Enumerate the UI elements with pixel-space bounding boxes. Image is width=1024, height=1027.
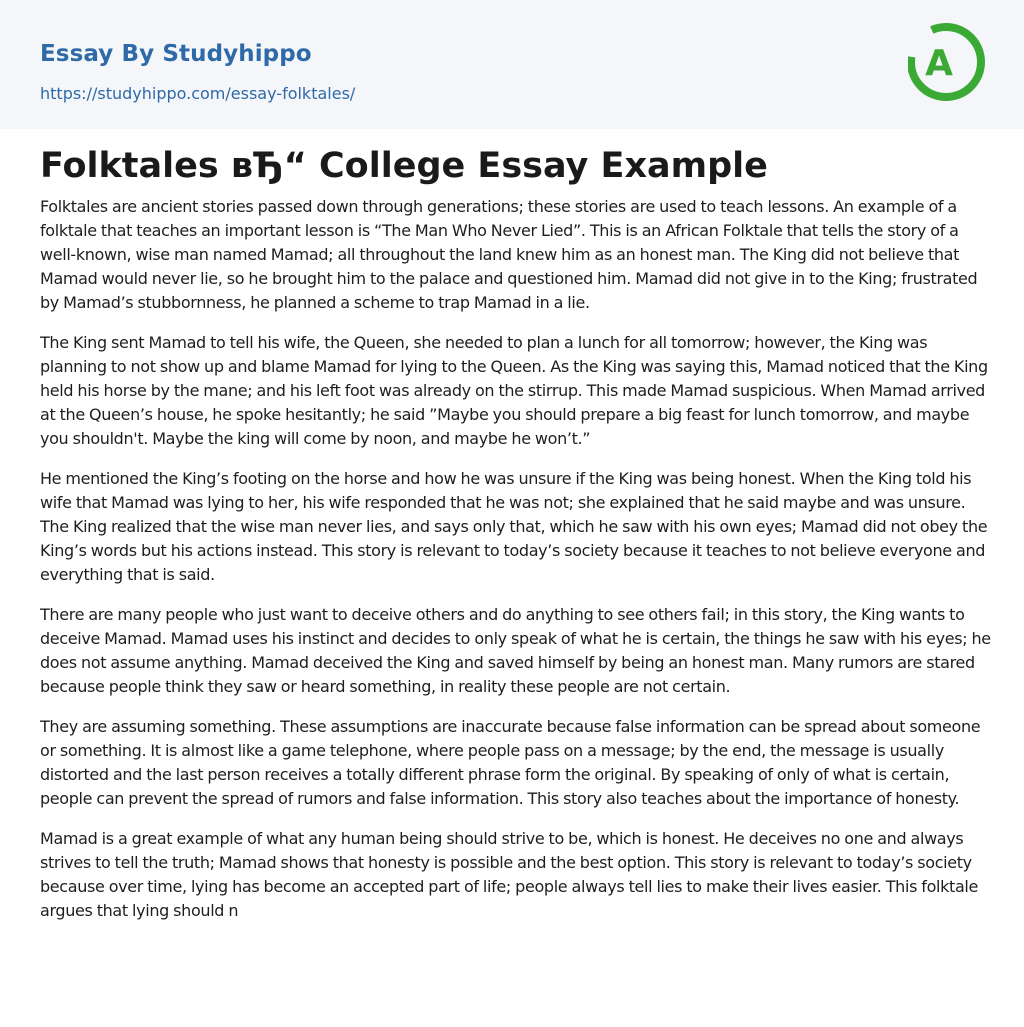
essay-paragraph: Mamad is a great example of what any human being should strive to be, which is honest. He deceives no one and always strives to tell the truth; Mamad shows that honesty is possible and the best option. This story is relevant to today’s society because over time, lying has become an accepted part of life; people always tell lies to make their lives easier. This folktale argues that lying should n <box>40 829 978 920</box>
essay-title: Folktales вЂ“ College Essay Example <box>40 146 768 186</box>
site-brand[interactable]: Essay By Studyhippo <box>40 41 312 67</box>
essay-paragraph: There are many people who just want to deceive others and do anything to see others fail; in this story, the King wants to deceive Mamad. Mamad uses his instinct and decides to only speak of what he is certain, the things he saw with his eyes; he does not assume anything. Mamad deceived the King and saved himself by being an honest man. Many rumors are stared because people think they saw or heard something, in reality these people are not certain. <box>40 605 991 696</box>
essay-paragraph: Folktales are ancient stories passed down through generations; these stories are used to teach lessons. An example of a folktale that teaches an important lesson is “The Man Who Never Lied”. This is an African Folktale that tells the story of a well-known, wise man named Mamad; all throughout the land knew him as an honest man. The King did not believe that Mamad would never lie, so he brought him to the palace and questioned him. Mamad did not give in to the King; frustrated by Mamad’s stubbornness, he planned a scheme to trap Mamad in a lie. <box>40 197 978 312</box>
essay-url-link[interactable]: https://studyhippo.com/essay-folktales/ <box>40 84 356 103</box>
site-header <box>0 0 1024 129</box>
studyhippo-logo-icon[interactable] <box>908 18 988 106</box>
essay-paragraph: They are assuming something. These assumptions are inaccurate because false information can be spread about someone or something. It is almost like a game telephone, where people pass on a message; by the end, the message is usually distorted and the last person receives a totally different phrase form the original. By speaking of only of what is certain, people can prevent the spread of rumors and false information. This story also teaches about the importance of honesty. <box>40 717 981 808</box>
essay-body <box>40 195 992 939</box>
essay-paragraph: He mentioned the King’s footing on the horse and how he was unsure if the King was being honest. When the King told his wife that Mamad was lying to her, his wife responded that he was not; she explained that he said maybe and was unsure. The King realized that the wise man never lies, and says only that, which he saw with his own eyes; Mamad did not obey the King’s words but his actions instead. This story is relevant to today’s society because it teaches to not believe everyone and everything that is said. <box>40 469 988 584</box>
essay-paragraph: The King sent Mamad to tell his wife, the Queen, she needed to plan a lunch for all tomorrow; however, the King was planning to not show up and blame Mamad for lying to the Queen. As the King was saying this, Mamad noticed that the King held his horse by the mane; and his left foot was already on the stirrup. This made Mamad suspicious. When Mamad arrived at the Queen’s house, he spoke hesitantly; he said ”Maybe you should prepare a big feast for lunch tomorrow, and maybe you shouldn't. Maybe the king will come by noon, and maybe he won’t.” <box>40 333 988 448</box>
logo-letter: A <box>925 43 953 84</box>
